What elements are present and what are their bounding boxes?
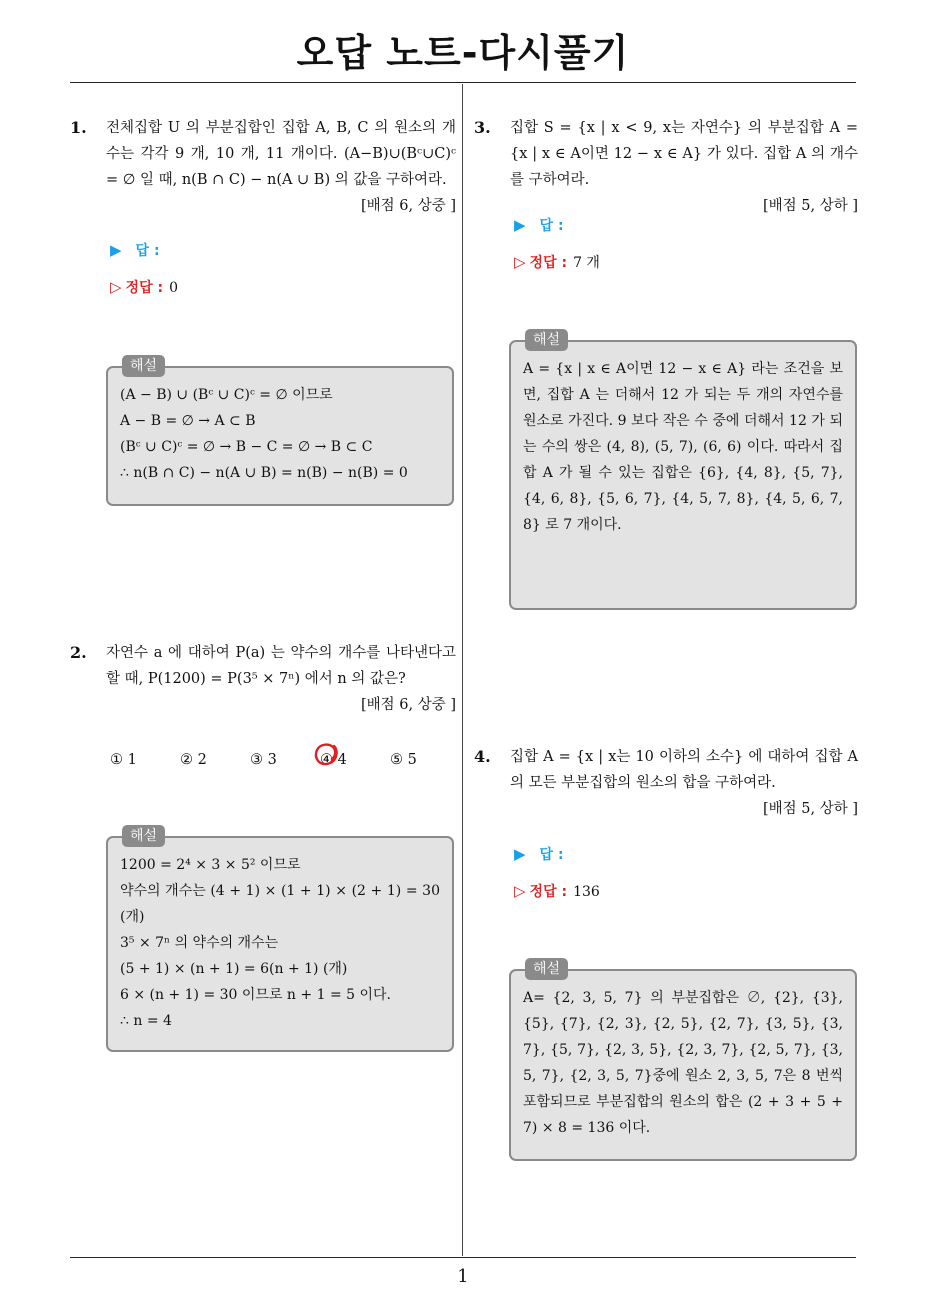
explanation-line: (Bᶜ ∪ C)ᶜ = ∅ → B − C = ∅ → B ⊂ C (120, 439, 373, 455)
explanation-tag: 해설 (122, 355, 165, 377)
explanation-line: 1200 = 2⁴ × 3 × 5² 이므로 (120, 857, 301, 873)
header-rule (70, 82, 856, 83)
question-number: 4. (474, 747, 491, 766)
outline-triangle-icon: ▷ (514, 882, 526, 900)
answer-label: 답 : (539, 847, 564, 863)
red-circle-mark-icon (312, 740, 340, 768)
question-number: 1. (70, 118, 87, 137)
question-score: [배점 5, 상하 ] (762, 801, 858, 817)
explanation-box-4 (509, 961, 857, 1161)
choice-5[interactable]: ⑤ 5 (390, 752, 417, 768)
explanation-line: A − B = ∅ → A ⊂ B (120, 413, 256, 429)
question-number: 2. (70, 643, 87, 662)
column-divider (462, 84, 463, 1256)
question-score: [배점 5, 상하 ] (762, 198, 858, 214)
play-triangle-icon: ▶ (514, 216, 526, 234)
question-score: [배점 6, 상중 ] (360, 697, 456, 713)
correct-value: 136 (573, 884, 600, 900)
correct-label: 정답 : (125, 280, 164, 296)
explanation-line: ∴ n(B ∩ C) − n(A ∪ B) = n(B) − n(B) = 0 (120, 465, 408, 481)
question-4 (474, 744, 858, 822)
explanation-tag: 해설 (122, 825, 165, 847)
choice-1[interactable]: ① 1 (110, 752, 137, 768)
question-1 (70, 115, 456, 219)
answer-line (514, 844, 564, 864)
correct-label: 정답 : (529, 255, 568, 271)
explanation-line: (5 + 1) × (n + 1) = 6(n + 1) (개) (120, 961, 348, 977)
question-3 (474, 115, 858, 219)
question-text: 집합 S = {x | x < 9, x는 자연수} 의 부분집합 A = {x | x ∈ A이면 12 − x ∈ A} 가 있다. 집합 A 의 개수를 구하여라. (510, 120, 858, 188)
correct-answer-line (110, 277, 178, 297)
explanation-box-3 (509, 332, 857, 610)
correct-answer-line (514, 881, 600, 901)
choice-2[interactable]: ② 2 (180, 752, 207, 768)
question-text: 자연수 a 에 대하여 P(a) 는 약수의 개수를 나타낸다고 할 때, P(1200) = P(3⁵ × 7ⁿ) 에서 n 의 값은? (106, 645, 456, 687)
play-triangle-icon: ▶ (514, 845, 526, 863)
question-text: 전체집합 U 의 부분집합인 집합 A, B, C 의 원소의 개수는 각각 9 개, 10 개, 11 개이다. (A−B)∪(Bᶜ∪C)ᶜ = ∅ 일 때, n(B ∩ C) − n(A ∪ B) 의 값을 구하여라. (106, 120, 456, 188)
question-2 (70, 640, 456, 718)
footer-rule (70, 1257, 856, 1258)
answer-line (514, 215, 564, 235)
page-number: 1 (457, 1266, 469, 1287)
correct-value: 7 개 (573, 255, 600, 271)
explanation-line: 3⁵ × 7ⁿ 의 약수의 개수는 (120, 935, 279, 951)
explanation-text: A= {2, 3, 5, 7} 의 부분집합은 ∅, {2}, {3}, {5}, {7}, {2, 3}, {2, 5}, {2, 7}, {3, 5}, {3, 7}, {5, 7}, {2, 3, 5}, {2, 3, 7}, {2, 5, 7}, {3, 5, 7}, {2, 3, 5, 7}중에 원소 2, 3, 5, 7은 8 번씩 포함되므로 부분집합의 원소의 합은 (2 + 3 + 5 + 7) × 8 = 136 이다. (523, 990, 843, 1136)
answer-label: 답 : (539, 218, 564, 234)
outline-triangle-icon: ▷ (514, 253, 526, 271)
explanation-box-2 (106, 828, 454, 1052)
explanation-tag: 해설 (525, 958, 568, 980)
page-title: 오답 노트-다시풀기 (296, 31, 630, 75)
explanation-line: (A − B) ∪ (Bᶜ ∪ C)ᶜ = ∅ 이므로 (120, 387, 333, 403)
explanation-line: 6 × (n + 1) = 30 이므로 n + 1 = 5 이다. (120, 987, 391, 1003)
explanation-line: 약수의 개수는 (4 + 1) × (1 + 1) × (2 + 1) = 30 (개) (120, 883, 440, 925)
question-number: 3. (474, 118, 491, 137)
explanation-box-1 (106, 358, 454, 506)
correct-answer-line (514, 252, 600, 272)
correct-label: 정답 : (529, 884, 568, 900)
choice-3[interactable]: ③ 3 (250, 752, 277, 768)
play-triangle-icon: ▶ (110, 241, 122, 259)
question-score: [배점 6, 상중 ] (360, 198, 456, 214)
outline-triangle-icon: ▷ (110, 278, 122, 296)
explanation-tag: 해설 (525, 329, 568, 351)
choice-4[interactable]: ④ 4 (320, 752, 347, 768)
explanation-line: ∴ n = 4 (120, 1013, 172, 1029)
answer-line (110, 240, 160, 260)
correct-value: 0 (169, 280, 178, 296)
answer-label: 답 : (135, 243, 160, 259)
explanation-text: A = {x | x ∈ A이면 12 − x ∈ A} 라는 조건을 보면, 집합 A 는 더해서 12 가 되는 두 개의 자연수를 원소로 가진다. 9 보다 작은 수 중에 더해서 12 가 되는 수의 쌍은 (4, 8), (5, 7), (6, 6) 이다. 따라서 집합 A 가 될 수 있는 집합은 {6}, {4, 8}, {5, 7}, {4, 6, 8}, {5, 6, 7}, {4, 5, 7, 8}, {4, 5, 6, 7, 8} 로 7 개이다. (523, 361, 843, 533)
question-text: 집합 A = {x | x는 10 이하의 소수} 에 대하여 집합 A 의 모든 부분집합의 원소의 합을 구하여라. (510, 749, 858, 791)
